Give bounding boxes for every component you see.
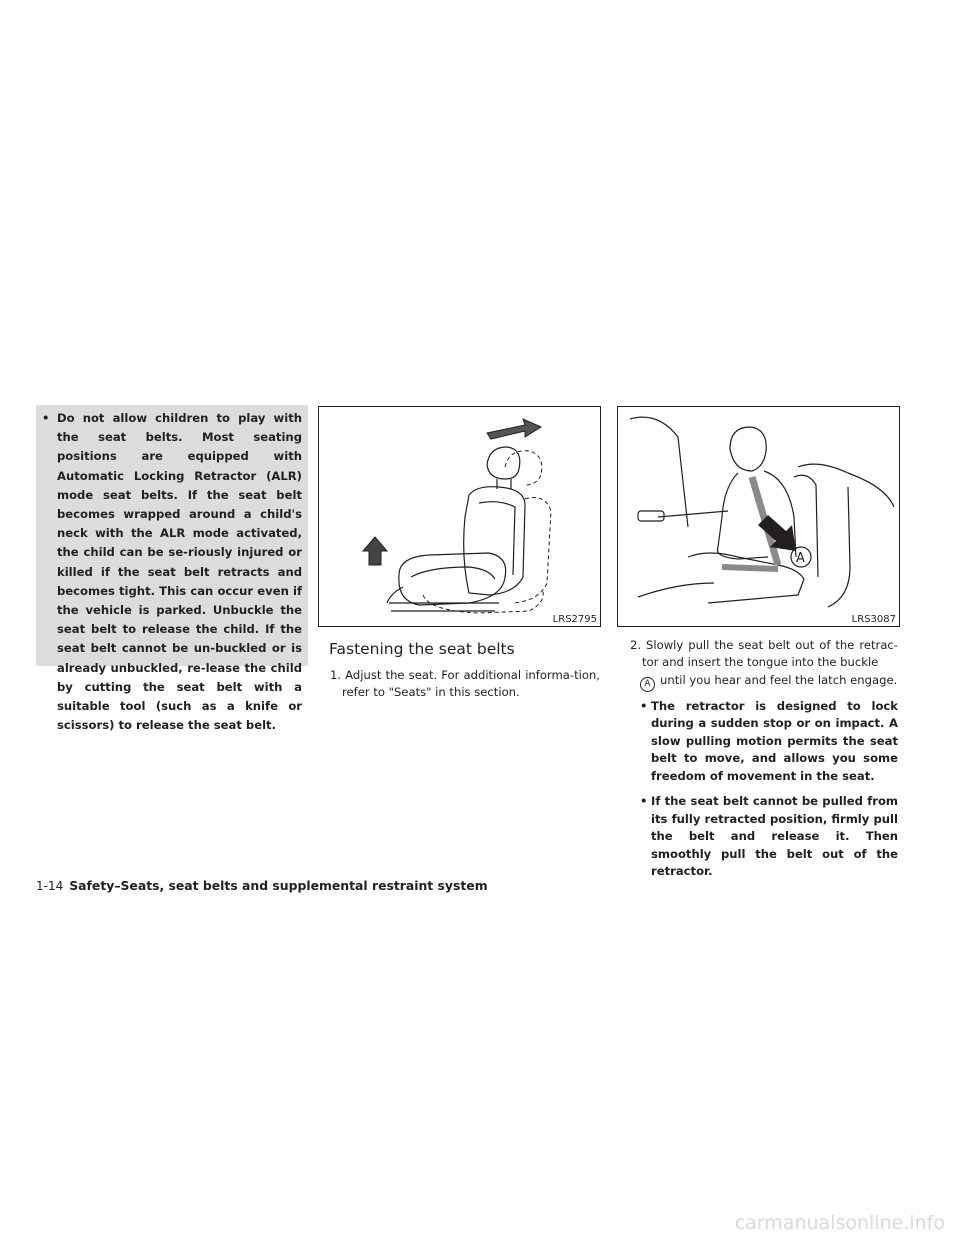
step-2-notes — [630, 698, 898, 881]
figure-code: LRS2795 — [552, 614, 597, 625]
watermark: carmanualsonline.info — [734, 1212, 945, 1234]
seat-illustration — [319, 407, 600, 626]
callout-a-icon: A — [640, 677, 655, 692]
warning-box — [36, 405, 308, 733]
step-2-text-after: until you hear and feel the latch engage. — [660, 672, 898, 687]
step-2 — [630, 637, 898, 889]
callout-label: A — [796, 551, 805, 566]
figure-fastening-belt — [617, 406, 900, 627]
step-2-text-before: 2. Slowly pull the seat belt out of the retrac-tor and insert the tongue into the buckle — [630, 638, 898, 670]
figure-code: LRS3087 — [851, 614, 896, 625]
step-2-text — [630, 637, 898, 692]
note-text: If the seat belt cannot be pulled from its fully retracted position, firmly pull the belt and release it. Then smoothly pull the belt out of the retractor. — [651, 794, 898, 879]
figure-seat-adjustment — [318, 406, 601, 627]
page-number: 1-14 — [36, 879, 64, 893]
bullet: • — [640, 698, 648, 713]
step-1 — [330, 667, 600, 702]
note-item — [630, 793, 898, 881]
belt-illustration — [618, 407, 899, 626]
note-text: The retractor is designed to lock during a sudden stop or on impact. A slow pulling motion permits the seat belt to move, and allows you some freedom of movement in the seat. — [651, 698, 898, 783]
warning-text: Do not allow children to play with the seat belts. Most seating positions are equipped with Automatic Locking Retractor (ALR) mode seat belts. If the seat belt becomes wrapped around a child's neck with the ALR mode activated, the child can be se-riously injured or killed if the seat belt retracts and becomes tight. This can occur even if the vehicle is parked. Unbuckle the seat belt to release the child. If the seat belt cannot be un-buckled or is already unbuckled, re-lease the child by cutting the seat belt with a suitable tool (such as a knife or scissors) to release the seat belt. — [57, 411, 302, 733]
page-footer — [36, 878, 488, 893]
bullet: • — [640, 794, 648, 809]
warning-item — [42, 409, 302, 735]
chapter-title: Safety–Seats, seat belts and supplemental restraint system — [69, 878, 488, 893]
note-item — [630, 698, 898, 786]
section-title: Fastening the seat belts — [329, 640, 515, 658]
bullet: • — [42, 411, 50, 425]
step-1-text: 1. Adjust the seat. For additional informa-tion, refer to "Seats" in this section. — [330, 668, 600, 700]
